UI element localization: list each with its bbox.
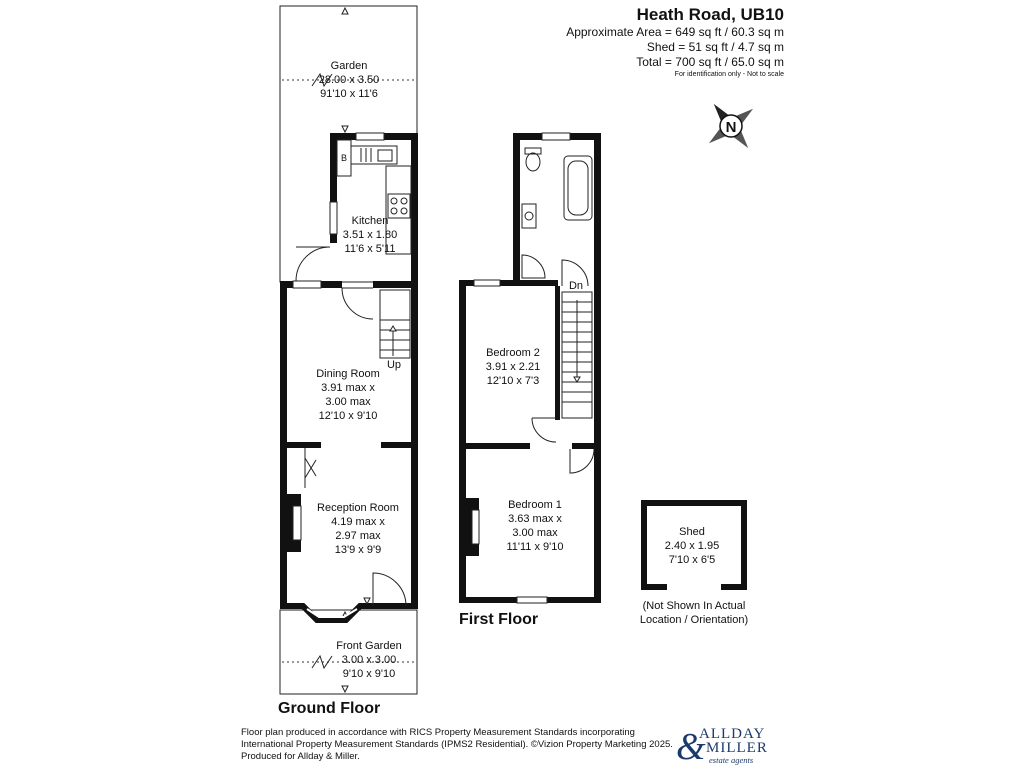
bedroom2-name: Bedroom 2: [486, 347, 540, 359]
fireplace-icon: [293, 506, 301, 540]
bedroom2-imperial: 12'10 x 7'3: [486, 375, 540, 387]
bathroom-window: [542, 133, 570, 140]
staircase: [380, 290, 410, 358]
wall: [641, 584, 667, 590]
back-door-swing: [296, 247, 330, 281]
reception-dim-1: 4.19 max x: [331, 516, 385, 528]
bedroom1-window: [517, 597, 547, 603]
shed-note-2: Location / Orientation): [639, 614, 749, 626]
garden-imperial: 91'10 x 11'6: [320, 88, 378, 100]
compass-label: N: [725, 119, 737, 136]
garden-name: Garden: [330, 60, 368, 72]
wall: [411, 281, 418, 606]
boiler-label: B: [340, 153, 348, 163]
logo-word-miller: MILLER: [706, 740, 768, 756]
ground-floor-label: Ground Floor: [278, 700, 381, 717]
stair-arrow-head: [574, 377, 580, 382]
hob-ring: [391, 198, 397, 204]
allday-miller-logo: [676, 726, 768, 768]
shed-metric: 2.40 x 1.95: [664, 540, 720, 552]
arrow-icon: [342, 126, 348, 132]
shed-area: Shed = 51 sq ft / 4.7 sq m: [646, 40, 784, 54]
hob-ring: [401, 208, 407, 214]
basin-icon: [522, 204, 536, 228]
shed-plan: [640, 500, 748, 626]
stairs-down-label: Dn: [568, 280, 584, 292]
wall: [721, 584, 747, 590]
wall: [459, 280, 466, 603]
kitchen-side-window: [330, 202, 337, 234]
bath-inner: [568, 161, 588, 215]
first-floor-plan: [459, 133, 601, 628]
dining-window: [293, 281, 321, 288]
footer-line-3: Produced for Allday & Miller.: [241, 751, 360, 762]
wall: [594, 133, 601, 603]
reception-name: Reception Room: [317, 502, 399, 514]
kitchen-imperial: 11'6 x 5'11: [344, 243, 396, 255]
kitchen-door-swing: [342, 288, 373, 319]
reception-dim-2: 2.97 max: [335, 530, 381, 542]
wall: [520, 280, 558, 286]
cupboard-door-icon: [305, 458, 316, 478]
footer: [241, 727, 673, 762]
sink-bowl: [378, 150, 392, 161]
wall: [641, 500, 747, 506]
logo-ampersand: &: [676, 726, 706, 768]
bedroom1-name: Bedroom 1: [508, 499, 562, 511]
hob-ring: [391, 208, 397, 214]
total-area: Total = 700 sq ft / 65.0 sq m: [636, 55, 784, 69]
kitchen-metric: 3.51 x 1.80: [342, 229, 398, 241]
basin-bowl: [525, 212, 533, 220]
hob-ring: [401, 198, 407, 204]
shed-name: Shed: [679, 526, 705, 538]
wall: [381, 442, 411, 448]
wall: [280, 281, 287, 606]
bedroom1-dim-1: 3.63 max x: [508, 513, 562, 525]
bedroom1-dim-2: 3.00 max: [512, 527, 558, 539]
wall: [513, 133, 520, 286]
bedroom2-door-swing: [532, 418, 556, 442]
wall: [641, 500, 647, 590]
shed-note-1: (Not Shown In Actual: [642, 600, 746, 612]
front-garden-boundary: [280, 610, 417, 694]
wall: [555, 286, 560, 420]
shed-imperial: 7'10 x 6'5: [668, 554, 716, 566]
reception-imperial: 13'9 x 9'9: [334, 544, 382, 556]
hob-icon: [388, 194, 410, 218]
wall: [741, 500, 747, 590]
kitchen-window: [356, 133, 384, 140]
dining-name: Dining Room: [316, 368, 380, 380]
dining-imperial: 12'10 x 9'10: [318, 410, 378, 422]
wall: [373, 281, 418, 288]
front-garden-name: Front Garden: [336, 640, 402, 652]
stairs-up-label: Up: [386, 359, 402, 371]
dining-dim-1: 3.91 max x: [321, 382, 375, 394]
garden-metric: 28.00 x 3.50: [318, 74, 380, 86]
wall: [287, 442, 321, 448]
front-garden-imperial: 9'10 x 9'10: [342, 668, 396, 680]
front-door-swing: [373, 573, 406, 606]
bedroom2-metric: 3.91 x 2.21: [485, 361, 541, 373]
footer-line-2: International Property Measurement Standards (IPMS2 Residential). ©Vizion Property Marketing 2025.: [241, 739, 673, 750]
logo-tagline: estate agents: [709, 755, 754, 765]
scale-disclaimer: For identification only - Not to scale: [674, 71, 784, 78]
bedroom2-window: [474, 280, 500, 286]
first-floor-label: First Floor: [459, 611, 539, 628]
footer-line-1: Floor plan produced in accordance with RICS Property Measurement Standards incorporating: [241, 727, 635, 738]
stair-arrow-head: [390, 326, 396, 331]
bedroom1-door-swing: [570, 449, 594, 473]
wall: [411, 133, 418, 285]
wall: [572, 443, 594, 449]
property-title: Heath Road, UB10: [636, 5, 784, 24]
header: [566, 5, 784, 78]
wall: [466, 443, 530, 449]
approximate-area: Approximate Area = 649 sq ft / 60.3 sq m: [566, 25, 784, 39]
toilet-icon: [526, 153, 540, 171]
arrow-icon: [342, 686, 348, 692]
bedroom1-imperial: 11'11 x 9'10: [506, 541, 564, 553]
arrow-icon: [342, 8, 348, 14]
shower-icon: [522, 255, 545, 278]
fireplace-icon: [472, 510, 479, 544]
logo-word-allday: ALLDAY: [699, 726, 766, 742]
dining-dim-2: 3.00 max: [325, 396, 371, 408]
front-garden-metric: 3.00 x 3.00: [341, 654, 397, 666]
ground-floor-plan: [278, 6, 418, 717]
kitchen-name: Kitchen: [351, 215, 389, 227]
